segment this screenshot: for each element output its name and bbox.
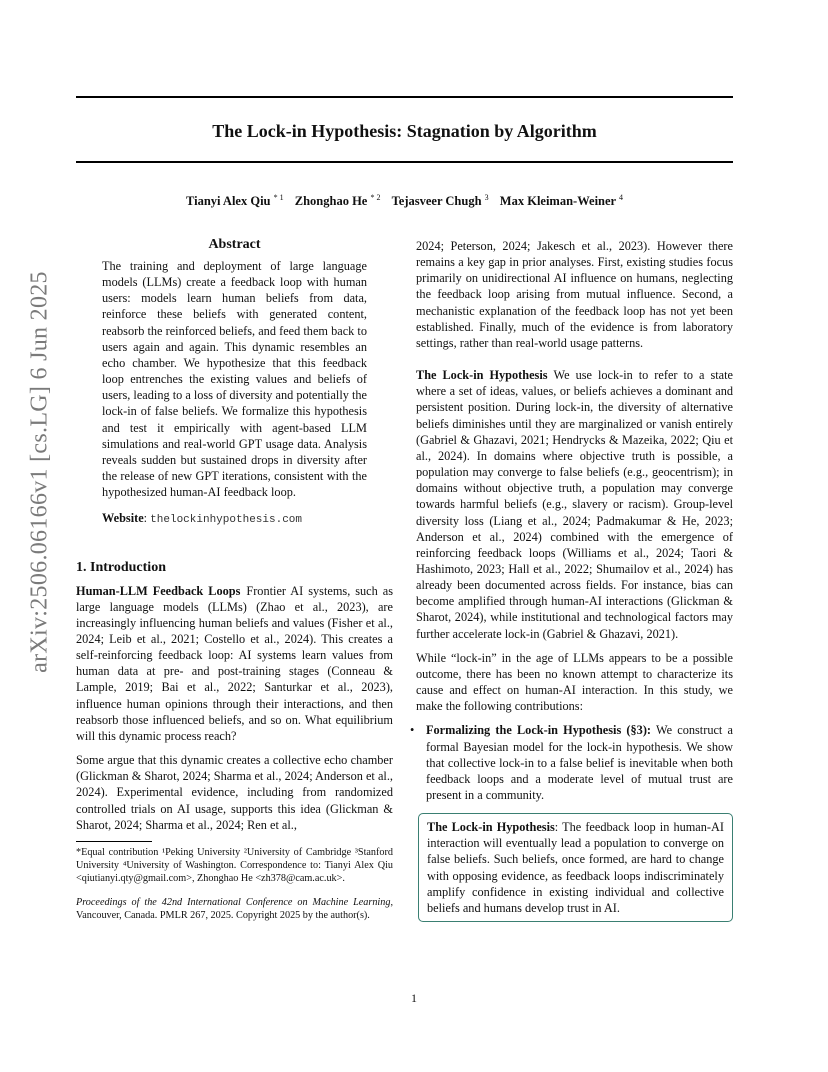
footnote-affiliations: *Equal contribution ¹Peking University ²University of Cambridge ³Stanford University ⁴University of Washington. Correspondence to: Tianyi Alex Qiu <qiutianyi.qty@gmail.com>, Zhonghao He <zh378@cam.ac.uk>.	[76, 846, 393, 885]
author	[392, 194, 489, 208]
abstract-heading: Abstract	[208, 237, 261, 252]
author-affiliation-mark: * 1	[273, 193, 284, 202]
page-number: 1	[411, 991, 417, 1005]
author-affiliation-mark: * 2	[370, 193, 381, 202]
hypothesis-callout-box	[418, 813, 733, 922]
proceedings-italic: Proceedings of the 42nd International Conference on Machine Learning	[76, 896, 391, 908]
bullet-icon: •	[410, 723, 415, 738]
contributions-intro-paragraph: While “lock-in” in the age of LLMs appears to be a possible outcome, there has been no known attempt to characterize its cause and effect on human-AI interaction. In this study, we make the following contributions:	[416, 650, 733, 714]
proceedings-text: , Vancouver, Canada. PMLR 267, 2025. Copyright 2025 by the author(s).	[76, 896, 393, 922]
title-rule-top	[76, 96, 733, 98]
author-name: Zhonghao He	[294, 194, 368, 208]
author	[500, 194, 623, 208]
right-column	[410, 238, 733, 922]
footnote-divider	[76, 841, 152, 842]
arxiv-identifier-stamp: arXiv:2506.06166v1 [cs.LG] 6 Jun 2025	[26, 271, 53, 673]
section-heading-introduction: 1. Introduction	[76, 559, 166, 575]
paragraph-text: Frontier AI systems, such as large language models (LLMs) (Zhao et al., 2023), are increasingly influencing human beliefs and values (Fisher et al., 2024; Leib et al., 2021; Costello et al., 2024). This creates a self-reinforcing feedback loop: AI systems learn values from human data at pre- and post-training stages (Conneau & Lample, 2019; Bai et al., 2022; Santurkar et al., 2023), influence human opinions through their interactions, and then reabsorb those influenced beliefs, and so on. What equilibrium will this dynamic process reach?	[76, 583, 394, 743]
callout-heading: The Lock-in Hypothesis	[427, 820, 555, 835]
bullet-text: We construct a formal Bayesian model for the lock-in hypothesis. We show that collective lock-in to a false belief is inevitable when both feedback loops and a moderate level of mutual trust are present in a community.	[426, 723, 733, 802]
paragraph-run-in-heading: The Lock-in Hypothesis	[416, 368, 548, 383]
author-affiliation-mark: 3	[484, 193, 489, 202]
website-link[interactable]: thelockinhypothesis.com	[150, 514, 302, 527]
title-rule-bottom	[76, 161, 733, 163]
paragraph-run-in-heading: Human-LLM Feedback Loops	[76, 583, 241, 598]
lock-in-paragraph	[416, 367, 733, 642]
intro-paragraph-2: Some argue that this dynamic creates a collective echo chamber (Glickman & Sharot, 2024; Sharma et al., 2024; Anderson et al., 2024). Experimental evidence, including from randomized controlled trials on AI usage, supports this idea (Glickman & Sharot, 2024; Sharma et al., 2024; Ren et al.,	[76, 753, 393, 832]
intro-paragraph-1	[76, 583, 393, 745]
paragraph-text: We use lock-in to refer to a state where a set of ideas, values, or beliefs achieves a dominant and persistent position. During lock-in, the diversity of alternative beliefs diminishes until they are marginalized or vanish entirely (Gabriel & Ghazavi, 2021; Hendrycks & Mazeika, 2022; Qiu et al., 2024). In domains where objective truth is possible, a population may converge to false beliefs (e.g., geocentrism); in domains without objective truth, a population may converge towards harmful beliefs (e.g., slavery or racism). Group-level diversity loss (Liang et al., 2024; Padmakumar & He, 2023; Anderson et al., 2024) combined with the emergence of reinforcing feedback loops (Williams et al., 2024; Taori & Hashimoto, 2023; Hall et al., 2022; Shumailov et al., 2024) has already been documented across fields. For instance, bias can become amplified through human-AI interactions (Glickman & Sharot, 2024), while institutional and technological factors may further accelerate lock-in (Gabriel & Ghazavi, 2021).	[416, 368, 733, 641]
contribution-bullet	[410, 722, 733, 803]
proceedings-note	[76, 896, 393, 923]
author-name: Max Kleiman-Weiner	[499, 194, 616, 208]
author-affiliation-mark: 4	[619, 193, 623, 202]
website-line: Website: thelockinhypothesis.com	[102, 511, 302, 527]
left-column	[76, 236, 393, 922]
abstract-body: The training and deployment of large language models (LLMs) create a feedback loop with human users: models learn human beliefs from data, reinforce these beliefs with generated content, reabsorb the reinforced beliefs, and feed them back to users again and again. This dynamic resembles an echo chamber. We hypothesize that this feedback loop entrenches the existing values and beliefs of users, leading to a loss of diversity and potentially the lock-in of false beliefs. We formalize this hypothesis and test it empirically with agent-based LLM simulations and real-world GPT usage data. Analysis reveals sudden but sustained drops in diversity after the release of new GPT iterations, consistent with the hypothesized human-AI feedback loop.	[102, 259, 368, 500]
bullet-heading: Formalizing the Lock-in Hypothesis (§3):	[426, 723, 652, 738]
author-name: Tejasveer Chugh	[391, 194, 482, 208]
website-label: Website	[102, 511, 144, 526]
author	[186, 194, 284, 208]
author-list	[76, 190, 733, 209]
author	[295, 194, 381, 208]
paragraph-continuation: 2024; Peterson, 2024; Jakesch et al., 2023). However there remains a key gap in prior analyses. First, existing studies focus primarily on unidirectional AI influence on humans, neglecting the feedback loop arising from mutual influence. Second, a mechanistic explanation of the feedback loop has not yet been established. Finally, much of the evidence is from laboratory settings, rather than real-world usage patterns.	[416, 239, 733, 350]
author-name: Tianyi Alex Qiu	[185, 194, 271, 208]
callout-text: : The feedback loop in human-AI interaction will eventually lead a population to converge on false beliefs. Such beliefs, once formed, are hard to change with opposing evidence, as feedback loops indiscriminately amplify confidence in existing individual and collective beliefs and humans develop trust in AI.	[427, 820, 724, 915]
paper-title: The Lock-in Hypothesis: Stagnation by Algorithm	[212, 121, 597, 141]
